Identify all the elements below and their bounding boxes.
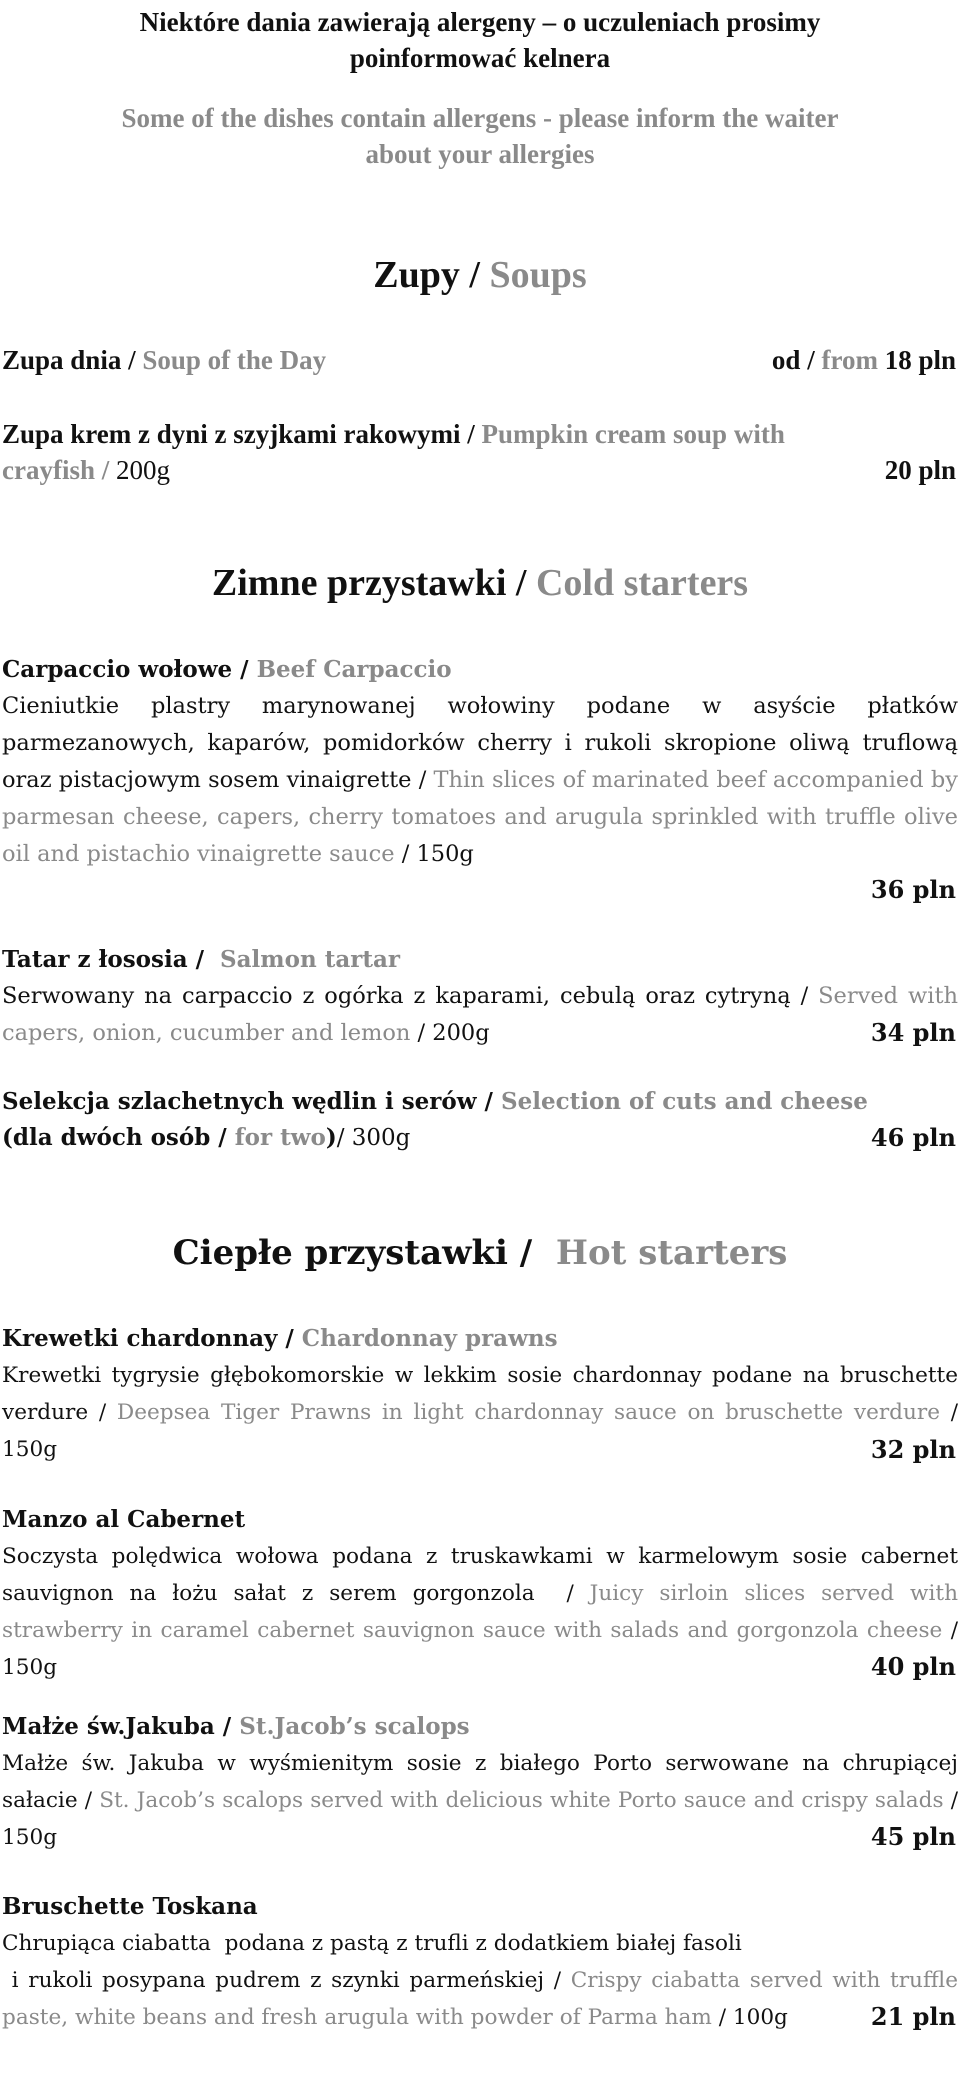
item-desc-pl: Serwowany na carpaccio z ogórka z kaparami, cebulą oraz cytryną [2, 983, 791, 1009]
section-title-hot-starters: Ciepłe przystawki / Hot starters [172, 1233, 788, 1273]
allergen-notice-pl-line2: poinformować kelnera [349, 43, 611, 73]
item-weight: 200g [116, 455, 170, 485]
price-soup-of-day: od / from 18 pln [771, 345, 956, 375]
allergen-notice-en-line2: about your allergies [365, 139, 595, 169]
price-prefix-pl: od [771, 345, 801, 375]
allergen-notice-en-line1: Some of the dishes contain allergens - please inform the waiter [121, 103, 839, 133]
price-bruschette: 21 pln [870, 2002, 956, 2031]
menu-item-pumpkin-soup-line2: crayfish / 200g [2, 455, 170, 485]
menu-item-bruschette-desc-line1: Chrupiąca ciabatta podana z pastą z trufli z dodatkiem białej fasoli [2, 1931, 742, 1956]
item-desc-en: Deepsea Tiger Prawns in light chardonnay sauce on bruschette verdure [116, 1400, 941, 1425]
item-weight: 150g [2, 1825, 58, 1850]
item-name-en-line2: crayfish [2, 455, 95, 485]
item-desc-en: Served with capers, onion, cucumber and lemon [2, 983, 958, 1046]
item-name-pl: Zupa dnia [2, 345, 122, 375]
section-title-en: Hot starters [555, 1233, 788, 1273]
price-pumpkin-soup: 20 pln [884, 455, 956, 485]
item-name-pl: Tatar z łososia [2, 946, 188, 973]
item-for-en: for two [234, 1124, 326, 1151]
price-manzo: 40 pln [870, 1652, 956, 1681]
item-desc-en: Thin slices of marinated beef accompanied by parmesan cheese, capers, cherry tomatoes and arugula sprinkled with truffle olive oil and pistachio vinaigrette sauce [2, 767, 958, 867]
item-name-pl: Selekcja szlachetnych wędlin i serów [2, 1088, 477, 1115]
section-title-en: Soups [489, 254, 587, 296]
section-title-pl: Zupy [373, 254, 460, 296]
price-tartar: 34 pln [870, 1018, 956, 1047]
item-weight: 200g [432, 1020, 490, 1046]
menu-item-selection-line2: (dla dwóch osób / for two)/ 300g [2, 1124, 411, 1151]
price-value: 18 pln [884, 345, 956, 375]
menu-item-pumpkin-soup: Zupa krem z dyni z szyjkami rakowymi / Pumpkin cream soup with [2, 419, 785, 449]
price-selection: 46 pln [870, 1123, 956, 1152]
item-name-en: Salmon tartar [220, 946, 400, 973]
menu-item-tartar-name: Tatar z łososia / Salmon tartar [2, 946, 400, 973]
item-weight: 100g [732, 2005, 788, 2030]
section-title-cold-starters: Zimne przystawki / Cold starters [211, 562, 749, 604]
menu-item-carpaccio-name: Carpaccio wołowe / Beef Carpaccio [2, 656, 452, 683]
section-title-pl: Ciepłe przystawki [172, 1233, 508, 1273]
item-name-pl: Carpaccio wołowe [2, 656, 233, 683]
menu-item-selection-name: Selekcja szlachetnych wędlin i serów / Selection of cuts and cheese [2, 1088, 868, 1115]
item-weight: 150g [416, 841, 474, 867]
item-for-pl: (dla dwóch osób [2, 1124, 211, 1151]
item-for-close: ) [325, 1124, 337, 1151]
item-name-en: Chardonnay prawns [301, 1325, 558, 1352]
menu-item-tartar-description: Serwowany na carpaccio z ogórka z kaparami, cebulą oraz cytryną / Served with capers, onion, cucumber and lemon / 200g [2, 983, 958, 1046]
allergen-notice-en [0, 100, 960, 172]
item-weight: 150g [2, 1655, 58, 1680]
item-desc-en: Juicy sirloin slices served with strawberry in caramel cabernet sauvignon sauce with salads and gorgonzola cheese [2, 1581, 958, 1643]
item-desc-pl: Krewetki tygrysie głębokomorskie w lekkim sosie chardonnay podane na bruschette verdure [2, 1363, 958, 1425]
menu-item-prawns-description: Krewetki tygrysie głębokomorskie w lekkim sosie chardonnay podane na bruschette verdure / Deepsea Tiger Prawns in light chardonnay sauce on bruschette verdure / 150g [2, 1363, 959, 1462]
menu-item-bruschette-description: i rukoli posypana pudrem z szynki parmeńskiej / Crispy ciabatta served with truffle paste, white beans and fresh arugula with powder of Parma ham / 100g [2, 1968, 958, 2030]
item-desc-pl: Cieniutkie plastry marynowanej wołowiny podane w asyście płatków parmezanowych, kaparów, pomidorków cherry i rukoli skropione oliwą truflową oraz pistacjowym sosem vinaigrette [2, 693, 958, 793]
item-desc-en: St. Jacob’s scalops served with delicious white Porto sauce and crispy salads [99, 1788, 944, 1813]
item-weight: 150g [2, 1437, 58, 1462]
item-name-pl: Krewetki chardonnay [2, 1325, 278, 1352]
item-desc-pl: Małże św. Jakuba w wyśmienitym sosie z białego Porto serwowane na chrupiącej sałacie [2, 1751, 958, 1813]
price-carpaccio: 36 pln [870, 875, 956, 904]
price-prawns: 32 pln [870, 1435, 956, 1464]
item-name-en: St.Jacob’s scalops [239, 1713, 470, 1740]
menu-item-prawns-name: Krewetki chardonnay / Chardonnay prawns [2, 1325, 558, 1352]
section-title-soups: Zupy / Soups [373, 254, 587, 296]
item-name-en-line1: Pumpkin cream soup with [481, 419, 785, 449]
item-desc-en: Crispy ciabatta served with truffle paste, white beans and fresh arugula with powder of Parma ham [2, 1968, 958, 2030]
item-name-en: Soup of the Day [142, 345, 327, 375]
item-desc-pl: i rukoli posypana pudrem z szynki parmeńskiej [2, 1968, 545, 1993]
allergen-notice-pl [0, 4, 960, 76]
menu-item-manzo-description: Soczysta polędwica wołowa podana z truskawkami w karmelowym sosie cabernet sauvignon na łożu sałat z serem gorgonzola / Juicy sirloin slices served with strawberry in caramel cabernet sauvignon sauce with salads and gorgonzola cheese / 150g [2, 1544, 959, 1680]
item-name-en: Beef Carpaccio [256, 656, 452, 683]
item-name-pl: Zupa krem z dyni z szyjkami rakowymi [2, 419, 461, 449]
menu-item-carpaccio-description: Cieniutkie plastry marynowanej wołowiny podane w asyście płatków parmezanowych, kaparów, pomidorków cherry i rukoli skropione oliwą truflową oraz pistacjowym sosem vinaigrette / Thin slices of marinated beef accompanied by parmesan cheese, capers, cherry tomatoes and arugula sprinkled with truffle olive oil and pistachio vinaigrette sauce / 150g [2, 693, 958, 867]
price-scallops: 45 pln [870, 1822, 956, 1851]
allergen-notice-pl-line1: Niektóre dania zawierają alergeny – o uczuleniach prosimy [139, 7, 821, 37]
menu-item-bruschette-name: Bruschette Toskana [2, 1893, 258, 1920]
menu-item-manzo-name: Manzo al Cabernet [2, 1506, 246, 1533]
item-name-pl: Małże św.Jakuba [2, 1713, 215, 1740]
item-name-en: Selection of cuts and cheese [500, 1088, 868, 1115]
price-prefix-en: from [821, 345, 878, 375]
menu-item-scallops-name: Małże św.Jakuba / St.Jacob’s scalops [2, 1713, 470, 1740]
section-title-pl: Zimne przystawki [211, 562, 507, 604]
item-weight: 300g [351, 1125, 411, 1151]
menu-item-scallops-description: Małże św. Jakuba w wyśmienitym sosie z białego Porto serwowane na chrupiącej sałacie / St. Jacob’s scalops served with delicious white Porto sauce and crispy salads / 150g [2, 1751, 958, 1850]
section-title-en: Cold starters [535, 562, 749, 604]
item-desc-pl: Soczysta polędwica wołowa podana z truskawkami w karmelowym sosie cabernet sauvignon na łożu sałat z serem gorgonzola [2, 1544, 958, 1606]
menu-item-soup-of-day: Zupa dnia / Soup of the Day [2, 345, 327, 375]
